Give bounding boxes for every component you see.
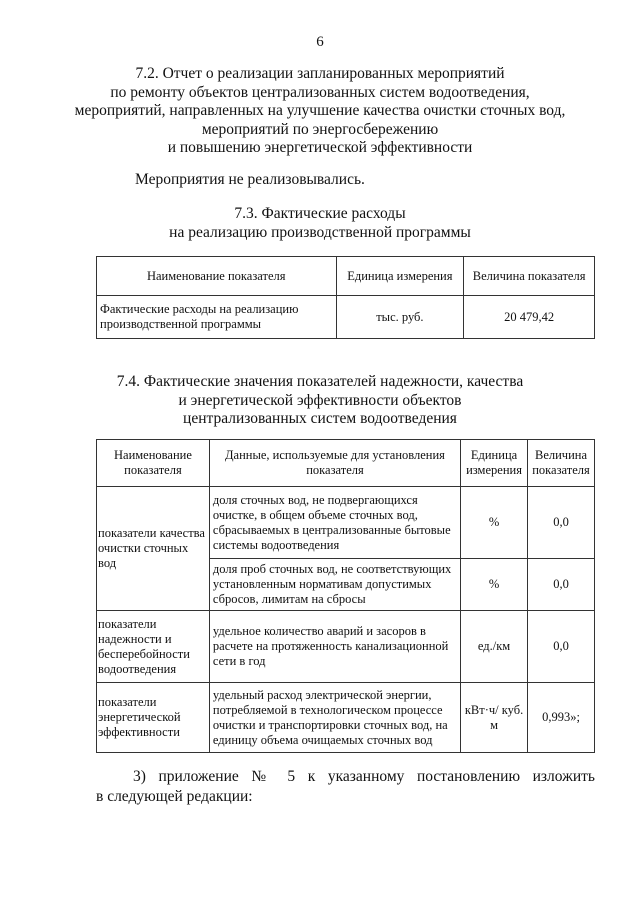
table-row (97, 611, 595, 683)
value-cell: 0,0 (528, 487, 595, 559)
table-row (97, 296, 595, 339)
closing-line: в следующей редакции: (96, 788, 253, 805)
closing-line: 3) приложение № 5 к указанному постановлению изложить (133, 768, 595, 785)
group-name-cell: показатели энергетической эффективности (97, 683, 210, 753)
heading-line: мероприятий по энергосбережению (201, 120, 439, 138)
data-cell: удельное количество аварий и засоров в расчете на протяженность канализационной сети в год (209, 611, 460, 683)
indicators-table (96, 439, 595, 753)
heading-line: по ремонту объектов централизованных систем водоотведения, (110, 83, 530, 101)
column-header: Единица измерения (336, 257, 464, 296)
heading-line: и энергетической эффективности объектов (178, 391, 462, 409)
heading-line: на реализацию производственной программы (169, 223, 471, 241)
heading-line: и повышению энергетической эффективности (167, 139, 473, 156)
column-header: Величина показателя (528, 440, 595, 487)
heading-line: мероприятий, направленных на улучшение качества очистки сточных вод, (74, 102, 566, 119)
table-row (97, 683, 595, 753)
section-7-2-note: Мероприятия не реализовывались. (135, 171, 365, 188)
unit-cell: ед./км (461, 611, 528, 683)
column-header: Единица измерения (461, 440, 528, 487)
group-name-cell: показатели качества очистки сточных вод (97, 487, 210, 611)
unit-cell: % (461, 559, 528, 611)
page-number: 6 (316, 34, 324, 50)
column-header: Величина показателя (464, 257, 595, 296)
expenses-table (96, 256, 595, 339)
heading-line: централизованных систем водоотведения (183, 410, 457, 427)
unit-cell: % (461, 487, 528, 559)
data-cell: удельный расход электрической энергии, потребляемой в технологическом процессе очистки и транспортировки сточных вод, на единицу объема очищаемых сточных вод (209, 683, 460, 753)
heading-line: 7.2. Отчет о реализации запланированных мероприятий (135, 65, 505, 82)
heading-line: 7.3. Фактические расходы (234, 205, 406, 222)
table-row (97, 487, 595, 559)
column-header: Наименование показателя (97, 440, 210, 487)
column-header: Наименование показателя (97, 257, 337, 296)
indicator-name-cell: Фактические расходы на реализацию производственной программы (97, 296, 337, 339)
value-cell: 20 479,42 (464, 296, 595, 339)
table-header-row (97, 440, 595, 487)
section-7-2-heading (0, 65, 640, 158)
section-7-3-heading (0, 205, 640, 242)
heading-line: 7.4. Фактические значения показателей надежности, качества (116, 373, 524, 390)
unit-cell: тыс. руб. (336, 296, 464, 339)
column-header: Данные, используемые для установления показателя (209, 440, 460, 487)
data-cell: доля сточных вод, не подвергающихся очистке, в общем объеме сточных вод, сбрасываемых в централизованные бытовые системы водоотведения (209, 487, 460, 559)
data-cell: доля проб сточных вод, не соответствующих установленным нормативам допустимых сбросов, лимитам на сбросы (209, 559, 460, 611)
value-cell: 0,0 (528, 611, 595, 683)
section-7-4-heading (0, 373, 640, 429)
value-cell: 0,0 (528, 559, 595, 611)
group-name-cell: показатели надежности и бесперебойности водоотведения (97, 611, 210, 683)
value-cell: 0,993»; (528, 683, 595, 753)
unit-cell: кВт·ч/ куб. м (461, 683, 528, 753)
table-header-row (97, 257, 595, 296)
